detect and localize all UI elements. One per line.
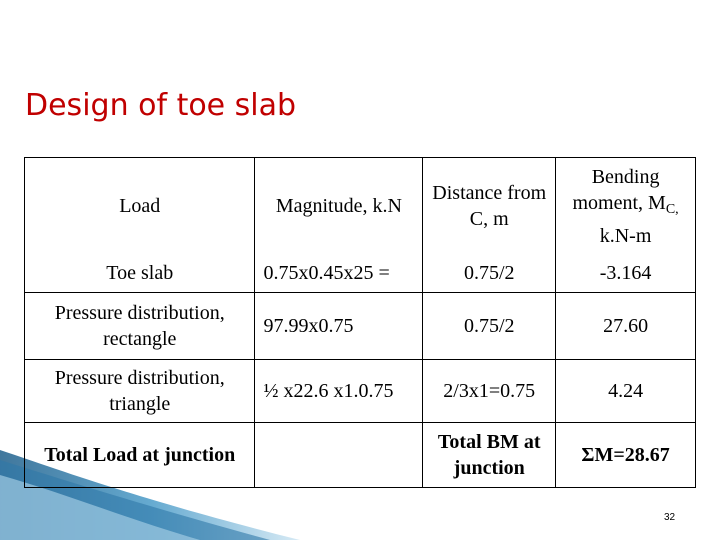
row-moment: 27.60 (556, 293, 696, 360)
row-moment: -3.164 (556, 254, 696, 293)
header-distance: Distance from C, m (423, 158, 556, 255)
row-magnitude: ½ x22.6 x1.0.75 (255, 360, 423, 423)
page-number: 32 (664, 512, 676, 523)
table-row (25, 423, 696, 488)
header-bending-moment (556, 158, 696, 255)
header-bending-text: Bending moment, M (572, 165, 666, 214)
row-distance: 0.75/2 (423, 293, 556, 360)
row-moment: 4.24 (556, 360, 696, 423)
slide-title: Design of toe slab (25, 88, 297, 123)
header-load: Load (25, 158, 255, 255)
row-magnitude: 0.75x0.45x25 = (255, 254, 423, 293)
table-header-row (25, 158, 696, 255)
row-distance: 2/3x1=0.75 (423, 360, 556, 423)
row-magnitude (255, 423, 423, 488)
row-load: Pressure distribution, triangle (25, 360, 255, 423)
row-distance: Total BM at junction (423, 423, 556, 488)
row-distance: 0.75/2 (423, 254, 556, 293)
row-load: Total Load at junction (25, 423, 255, 488)
header-bending-subscript: C, (665, 201, 679, 217)
row-magnitude: 97.99x0.75 (255, 293, 423, 360)
table-row (25, 293, 696, 360)
toe-slab-table (24, 157, 696, 488)
header-magnitude: Magnitude, k.N (255, 158, 423, 255)
header-bending-unit: k.N-m (599, 224, 652, 247)
row-load: Pressure distribution, rectangle (25, 293, 255, 360)
row-moment: ΣM=28.67 (556, 423, 696, 488)
table-row (25, 360, 696, 423)
row-load: Toe slab (25, 254, 255, 293)
table-row (25, 254, 696, 293)
